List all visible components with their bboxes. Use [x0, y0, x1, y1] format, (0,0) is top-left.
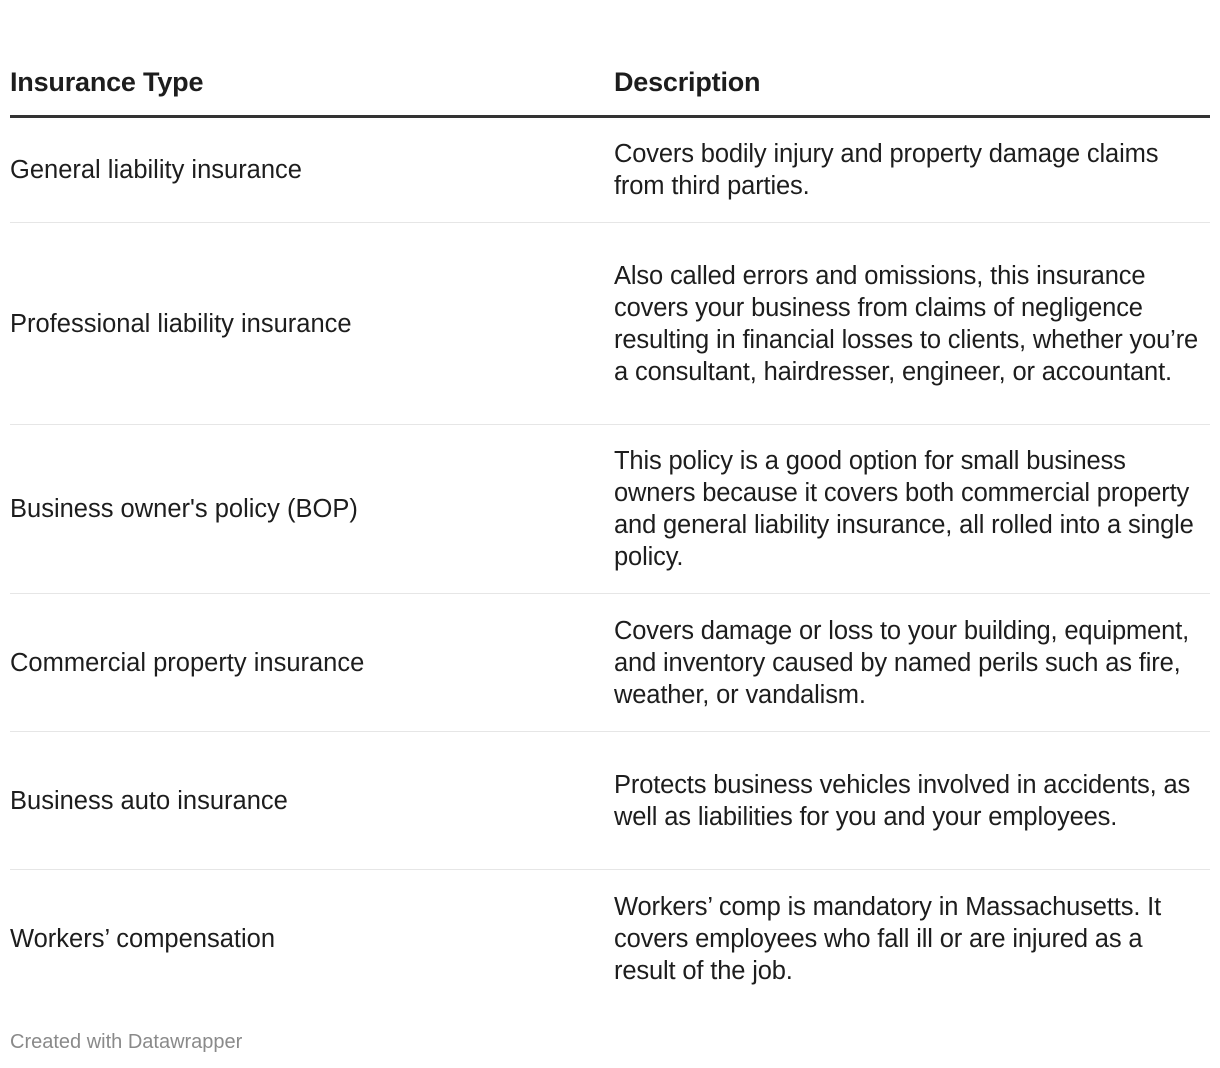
insurance-type-cell: Business auto insurance [10, 732, 614, 870]
insurance-type-cell: Commercial property insurance [10, 594, 614, 732]
table-row [10, 594, 1210, 732]
table-row [10, 870, 1210, 1008]
description-cell: Covers bodily injury and property damage claims from third parties. [614, 117, 1210, 223]
insurance-type-cell: Workers’ compensation [10, 924, 276, 953]
insurance-type-cell: General liability insurance [10, 117, 614, 223]
description-cell: Also called errors and omissions, this insurance covers your business from claims of negligence resulting in financial losses to clients, whether you’re a consultant, hairdresser, engineer, or accountant. [614, 223, 1210, 425]
table-row [10, 223, 1210, 425]
description-cell: Protects business vehicles involved in accidents, as well as liabilities for you and your employees. [614, 732, 1210, 870]
column-header-description[interactable]: Description [614, 0, 1210, 117]
insurance-table [10, 0, 1210, 1008]
column-header-insurance-type[interactable]: Insurance Type [10, 0, 614, 117]
table-row [10, 425, 1210, 594]
table-row [10, 117, 1210, 223]
table-row [10, 732, 1210, 870]
insurance-type-cell: Professional liability insurance [10, 223, 614, 425]
table-header [10, 0, 1210, 117]
description-cell: Covers damage or loss to your building, equipment, and inventory caused by named perils such as fire, weather, or vandalism. [614, 594, 1210, 732]
insurance-table-container [10, 0, 1210, 1008]
description-cell: Workers’ comp is mandatory in Massachusetts. It covers employees who fall ill or are injured as a result of the job. [614, 892, 1162, 985]
header-row [10, 0, 1210, 117]
insurance-type-cell: Business owner's policy (BOP) [10, 425, 614, 594]
description-cell: This policy is a good option for small business owners because it covers both commercial property and general liability insurance, all rolled into a single policy. [614, 425, 1210, 594]
table-body [10, 117, 1210, 1008]
datawrapper-credit[interactable]: Created with Datawrapper [10, 1031, 243, 1053]
